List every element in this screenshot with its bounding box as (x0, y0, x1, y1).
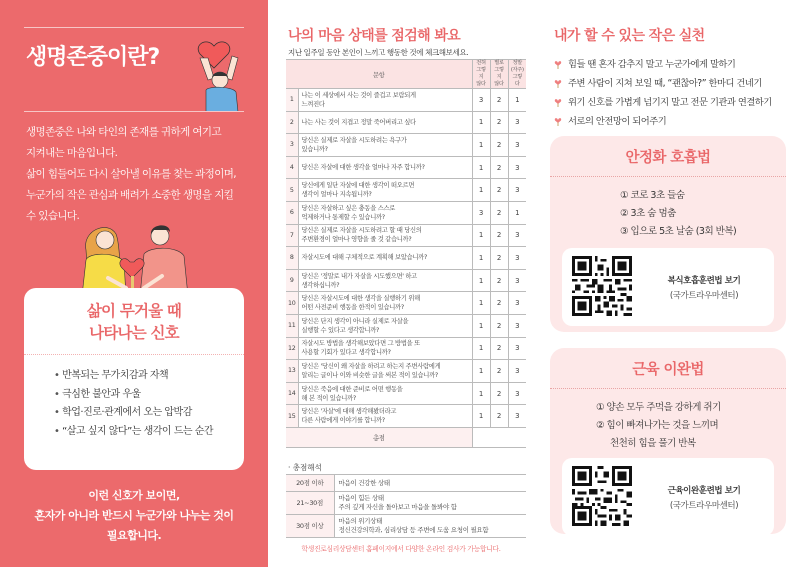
interpretation-label: · 총점해석 (288, 463, 322, 472)
question-text: 당신은 단지 생각이 아니라 실제로 자살을 실행할 수 있다고 생각합니까? (298, 314, 472, 337)
score-not-at-all[interactable]: 1 (472, 405, 490, 428)
question-number: 5 (286, 179, 298, 202)
score-often[interactable]: 3 (508, 224, 526, 247)
list-item: 힘들 땐 혼자 감추지 말고 누군가에게 말하기 (554, 55, 772, 74)
question-text: 당신은 '정말로 내가 자살을 시도했으면' 하고 생각하십니까? (298, 269, 472, 292)
qr-code-icon[interactable] (572, 466, 632, 526)
warning-signs-card (24, 288, 244, 470)
left-panel (0, 0, 268, 567)
question-text: 당신은 실제로 자살을 시도하려는 욕구가 있습니까? (298, 134, 472, 157)
table-row (286, 89, 526, 112)
question-text: 당신에게 일단 자살에 대한 생각이 떠오르면 생각이 얼마나 지속됩니까? (298, 179, 472, 202)
score-not-at-all[interactable]: 1 (472, 360, 490, 383)
heart-bullet-icon (554, 98, 562, 107)
question-number: 2 (286, 111, 298, 134)
score-not-really[interactable]: 2 (490, 89, 508, 112)
question-number: 8 (286, 247, 298, 270)
heart-bullet-icon (554, 117, 562, 126)
actions-title: 내가 할 수 있는 작은 실천 (554, 28, 705, 44)
table-row (286, 201, 526, 224)
score-not-at-all[interactable]: 1 (472, 134, 490, 157)
score-often[interactable]: 1 (508, 89, 526, 112)
table-row (286, 492, 526, 515)
qr-code-icon[interactable] (572, 256, 632, 316)
breathing-qr-link[interactable]: 복식호흡훈련법 보기 (국가트라우마센터) (667, 276, 741, 301)
checklist-title: 나의 마음 상태를 점검해 봐요 (288, 28, 461, 44)
score-not-at-all[interactable]: 1 (472, 337, 490, 360)
score-often[interactable]: 3 (508, 337, 526, 360)
score-not-at-all[interactable]: 1 (472, 269, 490, 292)
score-not-at-all[interactable]: 1 (472, 224, 490, 247)
score-often[interactable]: 3 (508, 360, 526, 383)
score-not-really[interactable]: 2 (490, 405, 508, 428)
column-header-not-really: 별로 그렇지 않다 (490, 60, 508, 89)
score-not-really[interactable]: 2 (490, 269, 508, 292)
total-score-input[interactable] (472, 427, 526, 447)
question-text: 자살시도 방법을 생각해보았다면 그 방법을 또 사용할 기회가 있다고 생각합니까? (298, 337, 472, 360)
list-item: • 학업·진로·관계에서 오는 압박감 (54, 404, 244, 423)
question-number: 4 (286, 156, 298, 179)
divider (24, 354, 244, 355)
self-check-table-body (286, 89, 526, 448)
question-text: 나는 이 세상에서 사는 것이 즐겁고 보람되게 느껴진다 (298, 89, 472, 112)
divider (550, 176, 786, 177)
online-test-note: 학생진로심리상담센터 홈페이지에서 다양한 온라인 검사가 가능합니다. (301, 545, 501, 553)
question-number: 13 (286, 360, 298, 383)
table-row (286, 382, 526, 405)
question-number: 7 (286, 224, 298, 247)
warning-signs-list (24, 367, 244, 441)
relaxation-qr-card[interactable] (562, 458, 774, 536)
column-header-often: 정말 (자주) 그렇다 (508, 60, 526, 89)
score-not-at-all[interactable]: 1 (472, 314, 490, 337)
table-row (286, 224, 526, 247)
score-often[interactable]: 3 (508, 179, 526, 202)
table-row (286, 156, 526, 179)
relaxation-title: 근육 이완법 (632, 362, 704, 378)
score-not-at-all[interactable]: 1 (472, 111, 490, 134)
breathing-qr-card[interactable] (562, 248, 774, 326)
table-row (286, 475, 526, 492)
list-item: • 반복되는 무가치감과 자책 (54, 367, 244, 386)
column-header-question: 문항 (286, 60, 472, 89)
table-row (286, 292, 526, 315)
list-item: • 극심한 불안과 우울 (54, 386, 244, 405)
actions-list (554, 55, 772, 131)
closing-message: 이런 신호가 보이면, 혼자가 아니라 반드시 누군가와 나누는 것이 필요합니다. (34, 489, 234, 542)
score-not-really[interactable]: 2 (490, 201, 508, 224)
relaxation-steps: ① 양손 모두 주먹을 강하게 쥐기 ② 힘이 빠져나가는 것을 느끼며 천천히 힘을 풀기 반복 (596, 402, 721, 449)
question-text: 당신은 죽음에 대한 준비로 어떤 행동을 해 본 적이 있습니까? (298, 382, 472, 405)
question-number: 12 (286, 337, 298, 360)
score-range: 30점 이상 (286, 515, 334, 538)
score-often[interactable]: 3 (508, 314, 526, 337)
score-not-really[interactable]: 2 (490, 382, 508, 405)
intro-text: 생명존중은 나와 타인의 존재를 귀하게 여기고 지켜내는 마음입니다. 삶이 힘들어도 다시 살아낼 이유를 찾는 과정이며, 누군가의 작은 관심과 배려가 소중한 생명을 지킬 수 있습니다. (26, 126, 237, 222)
score-meaning: 마음이 힘든 상태 주의 깊게 자신을 돌아보고 마음을 돌봐야 함 (334, 492, 526, 515)
question-number: 9 (286, 269, 298, 292)
score-interpretation-table (286, 474, 526, 538)
score-not-really[interactable]: 2 (490, 337, 508, 360)
question-text: 당신은 자살에 대한 생각을 얼마나 자주 합니까? (298, 156, 472, 179)
self-check-table (286, 59, 526, 448)
score-not-at-all[interactable]: 1 (472, 292, 490, 315)
score-not-really[interactable]: 2 (490, 314, 508, 337)
table-row (286, 405, 526, 428)
question-text: 당신은 실제로 자살을 시도하려고 할 때 당신의 주변환경이 얼마나 영향을 줄 것 같습니까? (298, 224, 472, 247)
score-often[interactable]: 3 (508, 292, 526, 315)
table-row (286, 269, 526, 292)
list-item: • “살고 싶지 않다”는 생각이 드는 순간 (54, 423, 244, 442)
divider (24, 111, 244, 112)
score-range: 20점 이하 (286, 475, 334, 492)
score-not-really[interactable]: 2 (490, 156, 508, 179)
divider (24, 27, 244, 28)
score-not-really[interactable]: 2 (490, 247, 508, 270)
score-not-at-all[interactable]: 1 (472, 382, 490, 405)
score-not-really[interactable]: 2 (490, 224, 508, 247)
score-often[interactable]: 3 (508, 247, 526, 270)
heart-bullet-icon (554, 79, 562, 88)
score-often[interactable]: 3 (508, 269, 526, 292)
warning-signs-title: 삶이 무거울 때 나타나는 신호 (86, 302, 182, 342)
table-header-row (286, 60, 526, 89)
checklist-subtitle: 지난 일주일 동안 본인이 느끼고 행동한 것에 체크해보세요. (288, 48, 469, 57)
score-often[interactable]: 3 (508, 111, 526, 134)
score-not-at-all[interactable]: 1 (472, 247, 490, 270)
table-row (286, 247, 526, 270)
question-text: 당신은 자살시도에 대한 생각을 실행하기 위해 어떤 사전준비 행동을 한적이 있습니까? (298, 292, 472, 315)
person-holding-heart-illustration (192, 40, 248, 112)
score-not-really[interactable]: 2 (490, 134, 508, 157)
question-number: 14 (286, 382, 298, 405)
question-text: 당신은 자살하고 싶은 충동을 스스로 억제하거나 통제할 수 있습니까? (298, 201, 472, 224)
question-number: 11 (286, 314, 298, 337)
divider (550, 388, 786, 389)
list-item: 서로의 안전망이 되어주기 (554, 112, 772, 131)
right-panel (534, 0, 800, 567)
couple-with-heart-plant-illustration (78, 210, 196, 296)
score-meaning: 마음이 건강한 상태 (334, 475, 526, 492)
question-number: 6 (286, 201, 298, 224)
total-score-label: 총점 (286, 427, 472, 447)
question-text: 당신은 '자살'에 대해 생각해봤더라고 다른 사람에게 이야기를 합니까? (298, 405, 472, 428)
score-not-really[interactable]: 2 (490, 111, 508, 134)
score-not-at-all[interactable]: 1 (472, 156, 490, 179)
table-row (286, 360, 526, 383)
breathing-title: 안정화 호흡법 (625, 150, 711, 166)
question-number: 3 (286, 134, 298, 157)
table-row (286, 134, 526, 157)
table-row (286, 515, 526, 538)
score-often[interactable]: 3 (508, 405, 526, 428)
page-title: 생명존중이란? (26, 45, 160, 70)
question-text: 나는 사는 것이 지겹고 정말 죽어버리고 싶다 (298, 111, 472, 134)
breathing-technique-box (550, 136, 786, 332)
total-score-row (286, 427, 526, 447)
question-number: 10 (286, 292, 298, 315)
muscle-relaxation-box (550, 348, 786, 534)
score-not-really[interactable]: 2 (490, 179, 508, 202)
column-header-not-at-all: 전혀 그렇지 않다 (472, 60, 490, 89)
question-number: 1 (286, 89, 298, 112)
score-not-at-all[interactable]: 3 (472, 89, 490, 112)
table-row (286, 337, 526, 360)
heart-bullet-icon (554, 60, 562, 69)
score-often[interactable]: 3 (508, 382, 526, 405)
table-row (286, 314, 526, 337)
score-not-really[interactable]: 2 (490, 360, 508, 383)
middle-panel (268, 0, 534, 567)
score-range: 21~30점 (286, 492, 334, 515)
relaxation-qr-link[interactable]: 근육이완훈련법 보기 (국가트라우마센터) (667, 486, 741, 511)
score-not-at-all[interactable]: 3 (472, 201, 490, 224)
score-often[interactable]: 3 (508, 134, 526, 157)
score-not-really[interactable]: 2 (490, 292, 508, 315)
breathing-steps: ① 코로 3초 들숨 ② 3초 숨 멈춤 ③ 입으로 5초 날숨 (3회 반복) (620, 190, 737, 237)
list-item: 주변 사람이 지쳐 보일 때, “괜찮아?” 한마디 건네기 (554, 74, 772, 93)
list-item: 위기 신호를 가볍게 넘기지 말고 전문 기관과 연결하기 (554, 93, 772, 112)
score-meaning: 마음의 위기상태 정신건강의학과, 심리상담 등 주변에 도움 요청이 필요함 (334, 515, 526, 538)
question-text: 자살시도에 대해 구체적으로 계획해 보았습니까? (298, 247, 472, 270)
table-row (286, 179, 526, 202)
question-number: 15 (286, 405, 298, 428)
table-row (286, 111, 526, 134)
score-often[interactable]: 1 (508, 201, 526, 224)
score-often[interactable]: 3 (508, 156, 526, 179)
score-not-at-all[interactable]: 1 (472, 179, 490, 202)
question-text: 당신은 '당신이 왜 자살을 하려고 하는지 주변사람에게 알리는 글이나 이와 비슷한 글을 써본 적이 있습니까? (298, 360, 472, 383)
